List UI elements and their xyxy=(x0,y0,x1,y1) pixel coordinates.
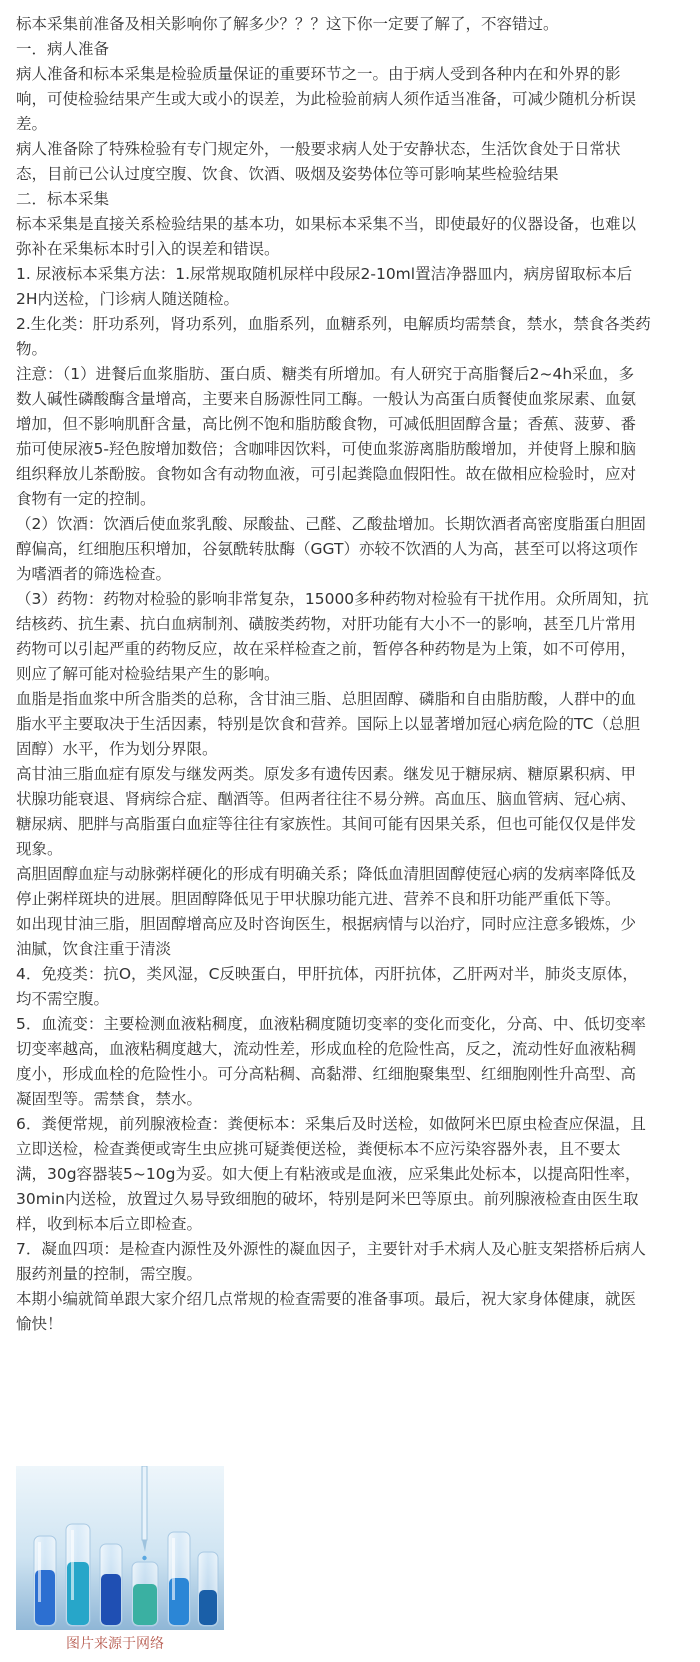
text-line: 二．标本采集 xyxy=(16,190,110,208)
text-line: 结核药、抗生素、抗白血病制剂、磺胺类药物，对肝功能有大小不一的影响，甚至几片常用 xyxy=(16,615,637,633)
text-line: 糖尿病、肥胖与高脂蛋白血症等往往有家族性。其间可能有因果关系，但也可能仅仅是伴发 xyxy=(16,815,637,833)
text-line: 药物可以引起严重的药物反应，故在采样检查之前，暂停各种药物是为上策，如不可停用， xyxy=(16,640,637,658)
text-line: 病人准备和标本采集是检验质量保证的重要环节之一。由于病人受到各种内在和外界的影 xyxy=(16,65,621,83)
text-line: 标本采集是直接关系检验结果的基本功，如果标本采集不当，即使最好的仪器设备，也难以 xyxy=(16,215,637,233)
text-line: 如出现甘油三脂，胆固醇增高应及时咨询医生，根据病情与以治疗，同时应注意多锻炼，少 xyxy=(16,915,637,933)
text-line: 30min内送检，放置过久易导致细胞的破坏，特别是阿米巴等原虫。前列腺液检查由医生取 xyxy=(16,1190,639,1208)
text-line: 增加，但不影响肌酐含量，高比例不饱和脂肪酸食物，可减低胆固醇含量；香蕉、菠萝、番 xyxy=(16,415,637,433)
text-line: 一．病人准备 xyxy=(16,40,110,58)
text-line: 满，30g容器装5~10g为妥。如大便上有粘液或是血液，应采集此处标本，以提高阳性率， xyxy=(16,1165,641,1183)
text-line: 油腻，饮食注重于清淡 xyxy=(16,940,172,958)
text-line: 注意：（1）进餐后血浆脂肪、蛋白质、糖类有所增加。有人研究于高脂餐后2~4h采血，多 xyxy=(16,365,635,383)
text-line: 本期小编就简单跟大家介绍几点常规的检查需要的准备事项。最后，祝大家身体健康，就医 xyxy=(16,1290,637,1308)
text-line: 愉快！ xyxy=(16,1315,63,1333)
text-line: 血脂是指血浆中所含脂类的总称，含甘油三脂、总胆固醇、磷脂和自由脂肪酸，人群中的血 xyxy=(16,690,637,708)
text-line: 高胆固醇血症与动脉粥样硬化的形成有明确关系；降低血清胆固醇使冠心病的发病率降低及 xyxy=(16,865,637,883)
text-line: 态，目前已公认过度空腹、饮食、饮酒、吸烟及姿势体位等可影响某些检验结果 xyxy=(16,165,559,183)
text-line: 停止粥样斑块的进展。胆固醇降低见于甲状腺功能亢进、营养不良和肝功能严重低下等。 xyxy=(16,890,621,908)
image-caption: 图片来源于网络 xyxy=(66,1636,164,1652)
text-line: 状腺功能衰退、肾病综合症、酗酒等。但两者往往不易分辨。高血压、脑血管病、冠心病、 xyxy=(16,790,637,808)
text-line: 响，可使检验结果产生或大或小的误差，为此检验前病人须作适当准备，可减少随机分析误 xyxy=(16,90,637,108)
text-line: （3）药物：药物对检验的影响非常复杂，15000多种药物对检验有干扰作用。众所周知，抗 xyxy=(16,590,649,608)
text-line: 高甘油三脂血症有原发与继发两类。原发多有遗传因素。继发见于糖尿病、糖原累积病、甲 xyxy=(16,765,637,783)
test-tubes-photo xyxy=(16,1466,224,1630)
text-line: 物。 xyxy=(16,340,48,358)
text-line: 病人准备除了特殊检验有专门规定外，一般要求病人处于安静状态，生活饮食处于日常状 xyxy=(16,140,621,158)
text-line: 茄可使尿液5-羟色胺增加数倍；含咖啡因饮料，可使血浆游离脂肪酸增加，并使肾上腺和脑 xyxy=(16,440,636,458)
text-line: 差。 xyxy=(16,115,48,133)
text-line: 组织释放儿茶酚胺。食物如含有动物血液，可引起粪隐血假阳性。故在做相应检验时，应对 xyxy=(16,465,637,483)
text-line: 为嗜酒者的筛选检查。 xyxy=(16,565,172,583)
text-line: 现象。 xyxy=(16,840,63,858)
text-line: 7．凝血四项：是检查内源性及外源性的凝血因子，主要针对手术病人及心脏支架搭桥后病人 xyxy=(16,1240,646,1258)
text-line: 则应了解可能对检验结果产生的影响。 xyxy=(16,665,280,683)
text-line: 标本采集前准备及相关影响你了解多少？？？这下你一定要了解了，不容错过。 xyxy=(16,15,559,33)
text-line: 6．粪便常规，前列腺液检查：粪便标本：采集后及时送检，如做阿米巴原虫检查应保温，且 xyxy=(16,1115,646,1133)
text-line: （2）饮酒：饮酒后使血浆乳酸、尿酸盐、己醛、乙酸盐增加。长期饮酒者高密度脂蛋白胆固 xyxy=(16,515,646,533)
text-line: 2H内送检，门诊病人随送随检。 xyxy=(16,290,240,308)
text-line: 立即送检，检查粪便或寄生虫应挑可疑粪便送检，粪便标本不应污染容器外表，且不要太 xyxy=(16,1140,621,1158)
text-line: 服药剂量的控制，需空腹。 xyxy=(16,1265,203,1283)
text-line: 2.生化类：肝功系列，肾功系列，血脂系列，血糖系列，电解质均需禁食，禁水，禁食各类药 xyxy=(16,315,651,333)
text-line: 切变率越高，血液粘稠度越大，流动性差，形成血栓的危险性高，反之，流动性好血液粘稠 xyxy=(16,1040,637,1058)
text-line: 弥补在采集标本时引入的误差和错误。 xyxy=(16,240,280,258)
text-line: 食物有一定的控制。 xyxy=(16,490,156,508)
text-line: 醇偏高，红细胞压积增加，谷氨酰转肽酶（GGT）亦较不饮酒的人为高，甚至可以将这项作 xyxy=(16,540,638,558)
text-line: 固醇）水平，作为划分界限。 xyxy=(16,740,218,758)
text-line: 样，收到标本后立即检查。 xyxy=(16,1215,203,1233)
text-line: 均不需空腹。 xyxy=(16,990,110,1008)
text-line: 度小，形成血栓的危险性小。可分高粘稠、高黏滞、红细胞聚集型、红细胞刚性升高型、高 xyxy=(16,1065,637,1083)
text-line: 数人碱性磷酸酶含量增高，主要来自肠源性同工酶。一般认为高蛋白质餐使血浆尿素、血氨 xyxy=(16,390,637,408)
article-body xyxy=(16,12,684,1337)
text-line: 1. 尿液标本采集方法：1.尿常规取随机尿样中段尿2-10ml置洁净器皿内，病房留取标本后 xyxy=(16,265,633,283)
text-line: 5．血流变：主要检测血液粘稠度，血液粘稠度随切变率的变化而变化，分高、中、低切变率 xyxy=(16,1015,646,1033)
text-line: 4．免疫类：抗O，类风湿，C反映蛋白，甲肝抗体，丙肝抗体，乙肝两对半，肺炎支原体， xyxy=(16,965,638,983)
text-line: 脂水平主要取决于生活因素，特别是饮食和营养。国际上以显著增加冠心病危险的TC（总胆 xyxy=(16,715,640,733)
text-line: 凝固型等。需禁食，禁水。 xyxy=(16,1090,203,1108)
